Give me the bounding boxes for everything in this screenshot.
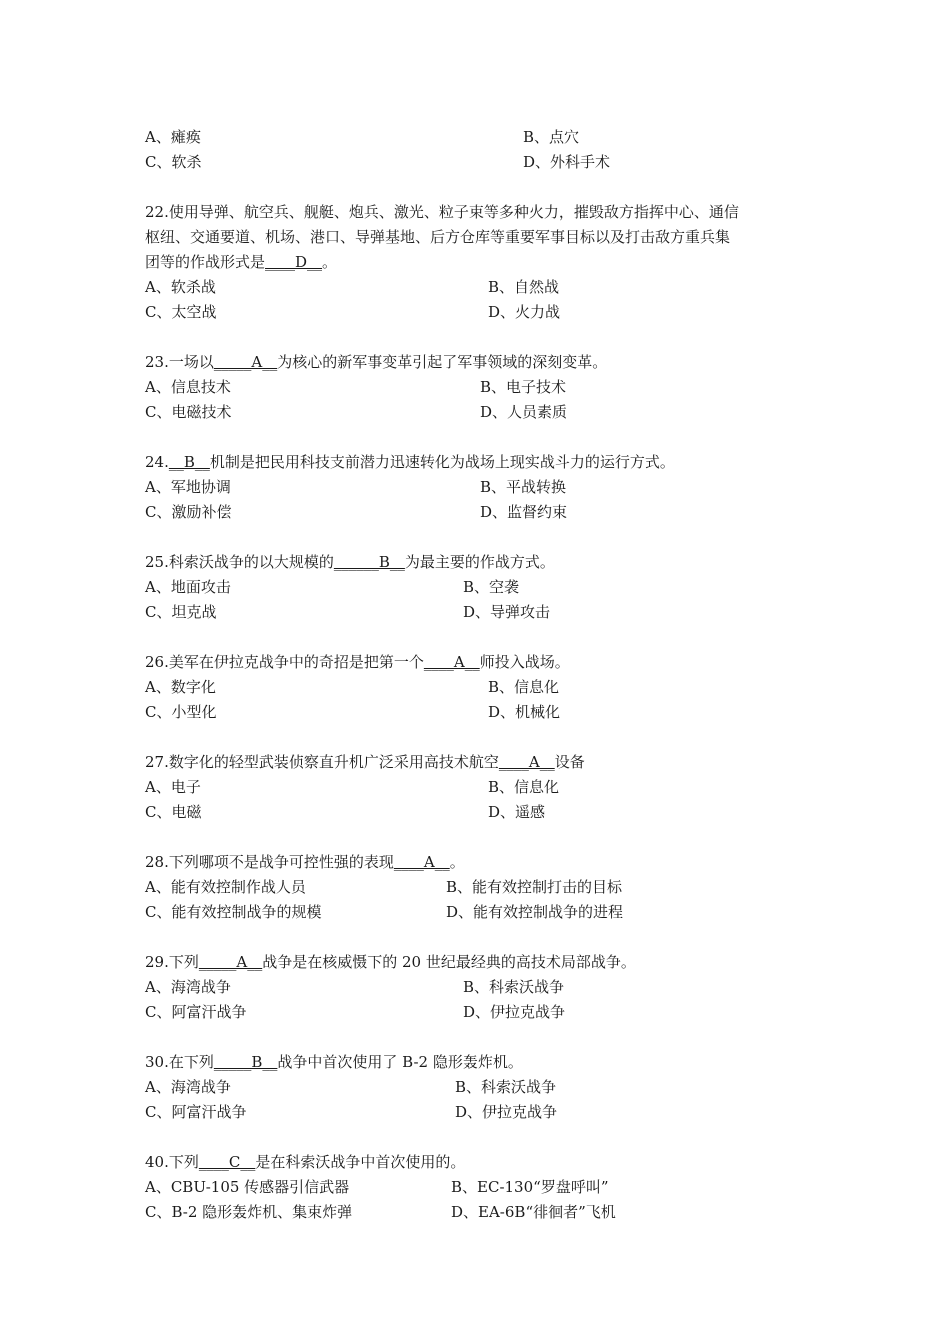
option-b: B、自然战 xyxy=(488,278,560,296)
option-d: D、机械化 xyxy=(488,703,561,721)
question-stem-text: 26.美军在伊拉克战争中的奇招是把第一个 xyxy=(145,653,424,671)
question-stem-end: 设备 xyxy=(554,753,585,771)
question-stem-text: 30.在下列 xyxy=(145,1053,214,1071)
question-stem-text: 23.一场以 xyxy=(145,353,214,371)
question-stem xyxy=(145,1050,815,1075)
question-stem-text: 24. xyxy=(145,453,169,471)
option-b: B、信息化 xyxy=(488,778,560,796)
option-d: D、监督约束 xyxy=(480,503,568,521)
question-stem-text: 27.数字化的轻型武装侦察直升机广泛采用高技术航空 xyxy=(145,753,499,771)
question-stem-end: 师投入战场。 xyxy=(479,653,570,671)
question-stem-line xyxy=(145,250,815,275)
option-c: C、太空战 xyxy=(145,303,217,321)
option-d: D、伊拉克战争 xyxy=(463,1003,566,1021)
question-stem xyxy=(145,850,815,875)
option-row xyxy=(145,575,815,600)
option-b: B、点穴 xyxy=(523,128,580,146)
option-row xyxy=(145,1175,815,1200)
option-a: A、软杀战 xyxy=(145,278,216,296)
option-c: C、阿富汗战争 xyxy=(145,1103,247,1121)
question-stem-end: 是在科索沃战争中首次使用的。 xyxy=(255,1153,466,1171)
option-row xyxy=(145,275,815,300)
option-d: D、外科手术 xyxy=(523,153,611,171)
question-30 xyxy=(145,1050,815,1125)
question-23 xyxy=(145,350,815,425)
option-row xyxy=(145,875,815,900)
answer-blank: ____A__ xyxy=(393,853,450,871)
option-b: B、空袭 xyxy=(463,578,520,596)
option-row xyxy=(145,400,815,425)
question-27 xyxy=(145,750,815,825)
question-stem-end: 战争中首次使用了 B-2 隐形轰炸机。 xyxy=(277,1053,523,1071)
question-stem-end: 。 xyxy=(449,853,465,871)
option-c: C、坦克战 xyxy=(145,603,217,621)
option-a: A、军地协调 xyxy=(145,478,231,496)
option-row xyxy=(145,150,815,175)
option-c: C、B-2 隐形轰炸机、集束炸弹 xyxy=(145,1203,353,1221)
question-stem xyxy=(145,750,815,775)
option-b: B、平战转换 xyxy=(480,478,567,496)
option-b: B、能有效控制打击的目标 xyxy=(446,878,623,896)
option-c: C、阿富汗战争 xyxy=(145,1003,247,1021)
document-page xyxy=(145,125,815,1250)
option-row xyxy=(145,500,815,525)
question-stem-end: 为最主要的作战方式。 xyxy=(404,553,555,571)
option-row xyxy=(145,300,815,325)
option-row xyxy=(145,675,815,700)
option-a: A、能有效控制作战人员 xyxy=(145,878,306,896)
option-d: D、能有效控制战争的进程 xyxy=(446,903,624,921)
option-d: D、火力战 xyxy=(488,303,561,321)
option-a: A、海湾战争 xyxy=(145,978,231,996)
option-a: A、电子 xyxy=(145,778,201,796)
option-row xyxy=(145,600,815,625)
question-stem-text: 25.科索沃战争的以大规模的 xyxy=(145,553,334,571)
option-row xyxy=(145,1100,815,1125)
question-stem-text: 40.下列 xyxy=(145,1153,199,1171)
question-stem-end: 为核心的新军事变革引起了军事领域的深刻变革。 xyxy=(277,353,608,371)
option-row xyxy=(145,125,815,150)
option-a: A、瘫痪 xyxy=(145,128,201,146)
question-stem xyxy=(145,950,815,975)
question-stem-end: 战争是在核威慑下的 20 世纪最经典的高技术局部战争。 xyxy=(262,953,636,971)
option-b: B、科索沃战争 xyxy=(455,1078,557,1096)
question-26 xyxy=(145,650,815,725)
option-a: A、CBU-105 传感器引信武器 xyxy=(145,1178,350,1196)
question-stem-text: 28.下列哪项不是战争可控性强的表现 xyxy=(145,853,394,871)
question-stem xyxy=(145,1150,815,1175)
question-24 xyxy=(145,450,815,525)
answer-blank: ______B__ xyxy=(333,553,405,571)
option-row xyxy=(145,475,815,500)
question-40 xyxy=(145,1150,815,1225)
answer-blank: ____D__ xyxy=(265,253,323,271)
option-row xyxy=(145,1200,815,1225)
option-a: A、海湾战争 xyxy=(145,1078,231,1096)
option-d: D、导弹攻击 xyxy=(463,603,551,621)
option-c: C、电磁技术 xyxy=(145,403,232,421)
option-a: A、地面攻击 xyxy=(145,578,231,596)
option-d: D、遥感 xyxy=(488,803,546,821)
option-a: A、数字化 xyxy=(145,678,216,696)
option-d: D、EA-6B“徘徊者”飞机 xyxy=(451,1203,616,1221)
question-21-options xyxy=(145,125,815,175)
answer-blank: __B__ xyxy=(168,453,210,471)
question-stem-line: 22.使用导弹、航空兵、舰艇、炮兵、激光、粒子束等多种火力，摧毁敌方指挥中心、通信 xyxy=(145,203,739,221)
option-c: C、电磁 xyxy=(145,803,202,821)
option-row xyxy=(145,375,815,400)
option-c: C、小型化 xyxy=(145,703,217,721)
option-row xyxy=(145,1000,815,1025)
question-22 xyxy=(145,200,815,325)
option-c: C、能有效控制战争的规模 xyxy=(145,903,322,921)
option-a: A、信息技术 xyxy=(145,378,231,396)
answer-blank: ____A__ xyxy=(498,753,555,771)
question-stem xyxy=(145,550,815,575)
option-d: D、人员素质 xyxy=(480,403,568,421)
option-row xyxy=(145,700,815,725)
option-b: B、电子技术 xyxy=(480,378,567,396)
option-row xyxy=(145,975,815,1000)
option-row xyxy=(145,900,815,925)
question-29 xyxy=(145,950,815,1025)
question-stem-text: 29.下列 xyxy=(145,953,199,971)
question-stem-line: 枢纽、交通要道、机场、港口、导弹基地、后方仓库等重要军事目标以及打击敌方重兵集 xyxy=(145,228,731,246)
question-stem-text: 团等的作战形式是 xyxy=(145,253,266,271)
option-row xyxy=(145,1075,815,1100)
answer-blank: _____A__ xyxy=(198,953,263,971)
option-b: B、EC-130“罗盘呼叫” xyxy=(451,1178,609,1196)
option-row xyxy=(145,775,815,800)
question-stem-end: 机制是把民用科技支前潜力迅速转化为战场上现实战斗力的运行方式。 xyxy=(209,453,675,471)
question-25 xyxy=(145,550,815,625)
question-28 xyxy=(145,850,815,925)
answer-blank: _____A__ xyxy=(213,353,278,371)
question-stem-end: 。 xyxy=(322,253,338,271)
answer-blank: ____C__ xyxy=(198,1153,256,1171)
question-stem xyxy=(145,650,815,675)
answer-blank: _____B__ xyxy=(213,1053,278,1071)
question-stem xyxy=(145,450,815,475)
option-d: D、伊拉克战争 xyxy=(455,1103,558,1121)
option-b: B、科索沃战争 xyxy=(463,978,565,996)
question-stem xyxy=(145,350,815,375)
option-c: C、激励补偿 xyxy=(145,503,232,521)
option-b: B、信息化 xyxy=(488,678,560,696)
option-c: C、软杀 xyxy=(145,153,202,171)
option-row xyxy=(145,800,815,825)
answer-blank: ____A__ xyxy=(423,653,480,671)
